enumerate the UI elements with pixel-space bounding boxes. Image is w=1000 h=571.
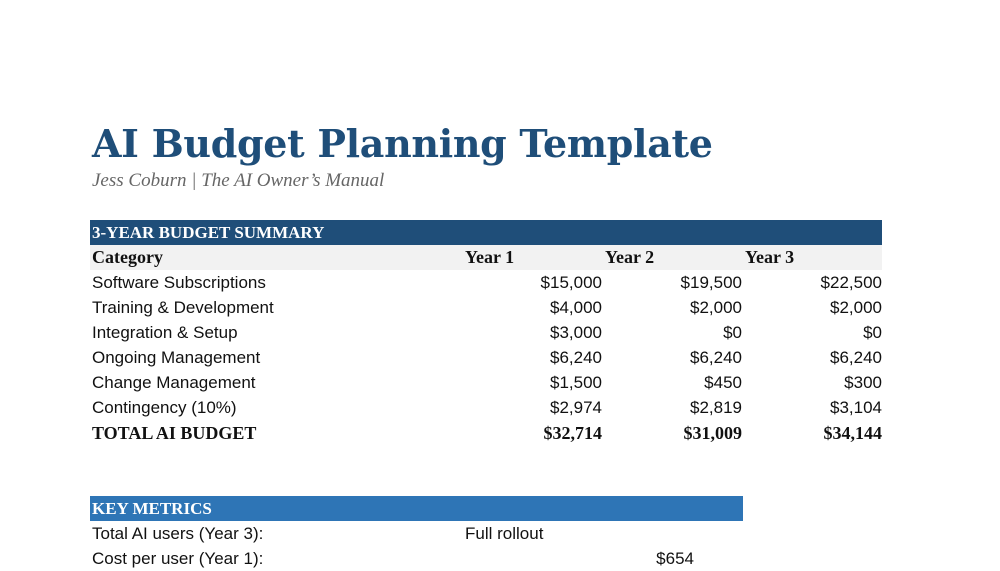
- row-category: Integration & Setup: [92, 323, 238, 342]
- total-year-2-value: $31,009: [683, 423, 742, 443]
- metric-label: Cost per user (Year 1):: [92, 549, 264, 568]
- row-year-1-value: $2,974: [550, 398, 602, 417]
- column-header-year-2: Year 2: [605, 247, 655, 267]
- metric-value: $654: [656, 549, 694, 568]
- row-year-1-value: $15,000: [540, 273, 602, 292]
- total-year-3-value: $34,144: [823, 423, 882, 443]
- table-row: [90, 320, 882, 345]
- column-header-category: Category: [92, 247, 163, 267]
- table-row: [90, 295, 882, 320]
- row-year-2-value: $19,500: [680, 273, 742, 292]
- row-year-3-value: $0: [863, 323, 882, 342]
- metric-label: Total AI users (Year 3):: [92, 524, 264, 543]
- table-row: [90, 270, 882, 295]
- metric-value: Full rollout: [465, 524, 544, 543]
- row-year-1-value: $4,000: [550, 298, 602, 317]
- metric-row: [90, 521, 882, 546]
- row-year-3-value: $300: [844, 373, 882, 392]
- row-year-2-value: $2,819: [690, 398, 742, 417]
- row-year-3-value: $3,104: [830, 398, 882, 417]
- total-year-1-value: $32,714: [543, 423, 602, 443]
- column-header-year-1: Year 1: [465, 247, 515, 267]
- row-category: Software Subscriptions: [92, 273, 266, 292]
- page-subtitle: Jess Coburn | The AI Owner’s Manual: [92, 170, 385, 191]
- metric-row: [90, 546, 882, 571]
- row-year-2-value: $6,240: [690, 348, 742, 367]
- row-category: Training & Development: [92, 298, 274, 317]
- table-row: [90, 395, 882, 420]
- column-header-year-3: Year 3: [745, 247, 795, 267]
- row-year-2-value: $0: [723, 323, 742, 342]
- total-label: TOTAL AI BUDGET: [92, 423, 257, 443]
- row-year-3-value: $6,240: [830, 348, 882, 367]
- row-year-2-value: $450: [704, 373, 742, 392]
- page-title: AI Budget Planning Template: [92, 121, 713, 166]
- row-category: Ongoing Management: [92, 348, 261, 367]
- row-year-2-value: $2,000: [690, 298, 742, 317]
- row-year-1-value: $1,500: [550, 373, 602, 392]
- row-year-3-value: $22,500: [820, 273, 882, 292]
- table-row: [90, 345, 882, 370]
- row-year-1-value: $6,240: [550, 348, 602, 367]
- key-metrics-header: KEY METRICS: [90, 496, 743, 521]
- table-row: [90, 370, 882, 395]
- budget-summary-header: 3-YEAR BUDGET SUMMARY: [90, 220, 882, 245]
- row-category: Contingency (10%): [92, 398, 237, 417]
- row-year-1-value: $3,000: [550, 323, 602, 342]
- row-year-3-value: $2,000: [830, 298, 882, 317]
- row-category: Change Management: [92, 373, 256, 392]
- column-header-row: [90, 245, 882, 270]
- total-row: [90, 421, 882, 446]
